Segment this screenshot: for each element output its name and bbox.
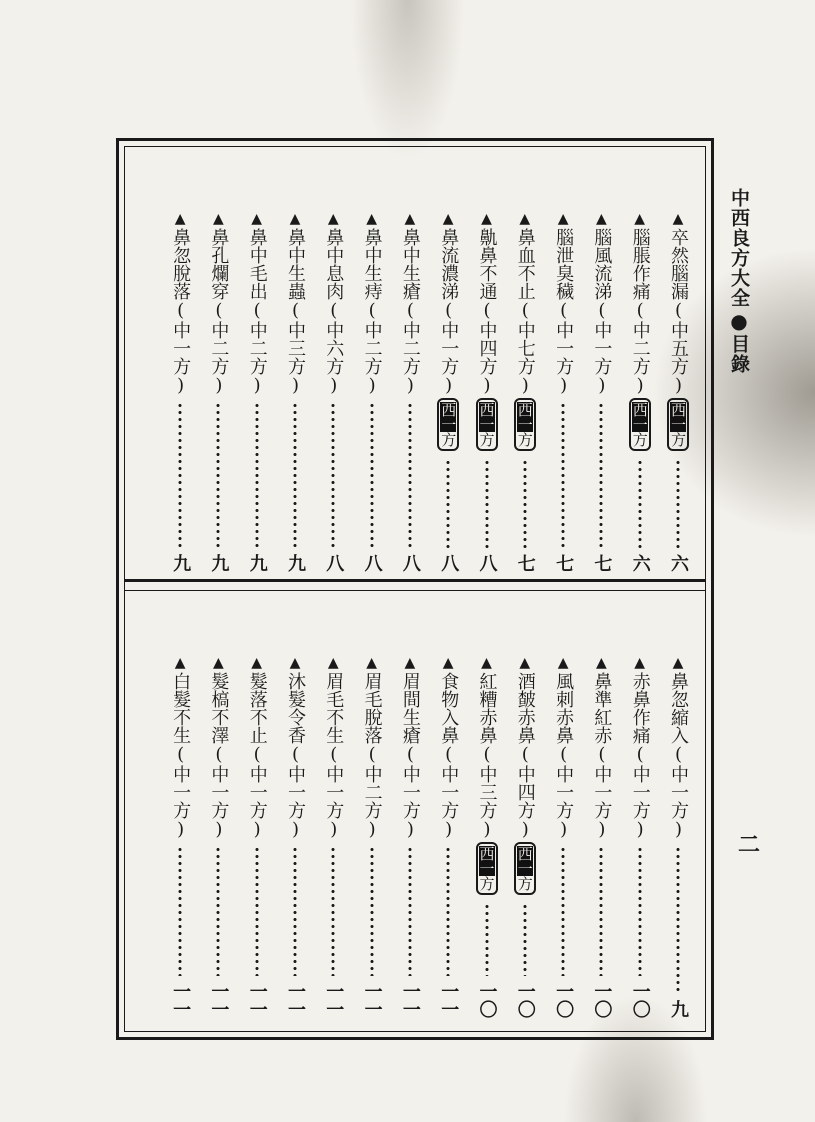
triangle-marker-icon: ▲ (289, 211, 301, 227)
entry-title: 風刺赤鼻 (553, 672, 575, 744)
dot-leader (370, 846, 374, 976)
triangle-marker-icon: ▲ (289, 655, 301, 671)
dot-leader (446, 459, 450, 548)
chinese-prescription-count: (中四方) (514, 744, 536, 840)
entry-title: 沐髮令香 (285, 672, 306, 744)
toc-entry (395, 212, 425, 572)
western-prescription-tag (476, 842, 498, 895)
entry-page-number: 一一 (246, 982, 268, 1018)
entry-page-number: 一一 (438, 982, 460, 1018)
chinese-prescription-count: (中一方) (438, 300, 460, 396)
entry-page-number: 九 (170, 554, 192, 572)
entry-page-number: 一〇 (514, 982, 536, 1018)
western-unit: 方 (515, 432, 534, 447)
triangle-marker-icon: ▲ (327, 211, 339, 227)
entry-page-number: 六 (629, 554, 651, 572)
triangle-marker-icon: ▲ (634, 211, 646, 227)
dot-leader (331, 846, 335, 976)
chinese-prescription-count: (中一方) (170, 744, 192, 840)
dot-leader (408, 846, 412, 976)
triangle-marker-icon: ▲ (442, 211, 454, 227)
triangle-marker-icon: ▲ (442, 655, 454, 671)
chinese-prescription-count: (中一方) (591, 744, 613, 840)
toc-entry (242, 656, 272, 1018)
chinese-prescription-count: (中一方) (399, 744, 421, 840)
toc-entry (625, 656, 655, 1018)
western-prescription-tag (629, 398, 651, 451)
chinese-prescription-count: (中一方) (285, 744, 306, 840)
dot-leader (216, 846, 220, 976)
triangle-marker-icon: ▲ (404, 211, 416, 227)
toc-entry (242, 212, 272, 572)
toc-entry (318, 212, 348, 572)
entry-page-number: 一一 (170, 982, 192, 1018)
entry-page-number: 一〇 (476, 982, 498, 1018)
entry-title: 鼻中息肉 (323, 228, 345, 300)
entry-title: 鼻中生瘡 (399, 228, 421, 300)
chinese-prescription-count: (中七方) (514, 300, 536, 396)
toc-entry (165, 212, 195, 572)
western-label: 西一 (477, 846, 496, 876)
western-unit: 方 (669, 432, 687, 447)
toc-entry (433, 212, 463, 572)
toc-entry (510, 212, 540, 572)
dot-leader (446, 846, 450, 976)
entry-title: 髮槁不澤 (208, 672, 230, 744)
entry-title: 赤鼻作痛 (629, 672, 651, 744)
entry-page-number: 九 (668, 1000, 689, 1018)
book-title: 中西良方大全 (728, 188, 750, 308)
entry-page-number: 九 (285, 554, 306, 572)
dot-leader (561, 402, 565, 548)
entry-title: 鼻孔爛穿 (208, 228, 230, 300)
triangle-marker-icon: ▲ (213, 211, 224, 227)
chinese-prescription-count: (中四方) (476, 300, 498, 396)
chinese-prescription-count: (中一方) (629, 744, 651, 840)
western-prescription-tag (476, 398, 498, 451)
page-number: 二 (738, 832, 761, 858)
entry-page-number: 七 (553, 554, 575, 572)
running-head (722, 188, 756, 374)
entry-title: 鼻準紅赤 (591, 672, 613, 744)
toc-entry (625, 212, 655, 572)
triangle-marker-icon: ▲ (481, 211, 492, 227)
entry-page-number: 一一 (208, 982, 230, 1018)
entry-page-number: 八 (399, 554, 421, 572)
entry-title: 卒然腦漏 (668, 228, 689, 300)
toc-entry (510, 656, 540, 1018)
entry-title: 紅糟赤鼻 (476, 672, 498, 744)
entry-page-number: 八 (323, 554, 345, 572)
western-label: 西一 (439, 402, 458, 432)
entry-title: 酒皶赤鼻 (514, 672, 536, 744)
toc-entry (663, 656, 693, 1018)
chinese-prescription-count: (中一方) (668, 744, 689, 840)
dot-leader (370, 402, 374, 548)
entry-title: 鼽鼻不通 (476, 228, 498, 300)
chinese-prescription-count: (中一方) (323, 744, 345, 840)
entry-page-number: 一一 (323, 982, 345, 1018)
triangle-marker-icon: ▲ (213, 655, 224, 671)
chinese-prescription-count: (中二方) (208, 300, 230, 396)
entry-title: 食物入鼻 (438, 672, 460, 744)
chinese-prescription-count: (中一方) (208, 744, 230, 840)
triangle-marker-icon: ▲ (557, 211, 569, 227)
western-unit: 方 (477, 876, 496, 891)
dot-leader (255, 402, 259, 548)
triangle-marker-icon: ▲ (557, 655, 569, 671)
toc-entry (586, 212, 616, 572)
triangle-marker-icon: ▲ (634, 655, 646, 671)
entry-page-number: 九 (246, 554, 268, 572)
entry-title: 鼻中毛出 (246, 228, 268, 300)
western-unit: 方 (477, 432, 496, 447)
dot-leader (485, 459, 489, 548)
toc-entry (165, 656, 195, 1018)
toc-entry (357, 212, 387, 572)
entry-title: 眉毛不生 (323, 672, 345, 744)
dot-leader (293, 846, 297, 976)
chinese-prescription-count: (中二方) (361, 300, 383, 396)
western-label: 西一 (669, 402, 687, 432)
western-prescription-tag (667, 398, 689, 451)
western-unit: 方 (630, 432, 649, 447)
dot-leader (293, 402, 297, 548)
dot-leader (523, 459, 527, 548)
toc-entry (318, 656, 348, 1018)
dot-leader (178, 846, 182, 976)
western-label: 西一 (630, 402, 649, 432)
entry-page-number: 六 (668, 554, 689, 572)
toc-entry (586, 656, 616, 1018)
entry-title: 髮落不止 (246, 672, 268, 744)
western-label: 西一 (515, 846, 534, 876)
chinese-prescription-count: (中二方) (629, 300, 651, 396)
entry-title: 鼻流濃涕 (438, 228, 460, 300)
triangle-marker-icon: ▲ (519, 211, 531, 227)
section-title: 目錄 (728, 334, 750, 374)
triangle-marker-icon: ▲ (481, 655, 492, 671)
dot-leader (408, 402, 412, 548)
entry-title: 腦脹作痛 (629, 228, 651, 300)
dot-leader (255, 846, 259, 976)
triangle-marker-icon: ▲ (251, 211, 263, 227)
chinese-prescription-count: (中三方) (476, 744, 498, 840)
chinese-prescription-count: (中一方) (438, 744, 460, 840)
chinese-prescription-count: (中一方) (591, 300, 613, 396)
chinese-prescription-count: (中一方) (553, 300, 575, 396)
entry-page-number: 一〇 (553, 982, 575, 1018)
entry-page-number: 一一 (361, 982, 383, 1018)
chinese-prescription-count: (中五方) (668, 300, 689, 396)
triangle-marker-icon: ▲ (174, 655, 186, 671)
entry-title: 鼻血不止 (514, 228, 536, 300)
triangle-marker-icon: ▲ (596, 655, 607, 671)
entry-title: 眉毛脫落 (361, 672, 383, 744)
entry-page-number: 七 (514, 554, 536, 572)
dot-leader (561, 846, 565, 976)
triangle-marker-icon: ▲ (174, 211, 186, 227)
toc-entry (548, 212, 578, 572)
section-divider (124, 579, 706, 591)
chinese-prescription-count: (中一方) (170, 300, 192, 396)
triangle-marker-icon: ▲ (672, 211, 684, 227)
triangle-marker-icon: ▲ (327, 655, 339, 671)
toc-entry (472, 212, 502, 572)
toc-entry (280, 212, 310, 572)
entry-page-number: 八 (476, 554, 498, 572)
bullet-icon: ● (730, 309, 748, 333)
dot-leader (676, 846, 680, 994)
triangle-marker-icon: ▲ (519, 655, 531, 671)
entry-title: 鼻忽脫落 (170, 228, 192, 300)
toc-entry (280, 656, 310, 1018)
western-label: 西一 (477, 402, 496, 432)
western-prescription-tag (437, 398, 459, 451)
western-prescription-tag (514, 398, 536, 451)
chinese-prescription-count: (中一方) (553, 744, 575, 840)
triangle-marker-icon: ▲ (596, 211, 607, 227)
dot-leader (638, 846, 642, 976)
entry-page-number: 一〇 (591, 982, 613, 1018)
toc-entry (395, 656, 425, 1018)
triangle-marker-icon: ▲ (366, 655, 377, 671)
entry-page-number: 七 (591, 554, 613, 572)
entry-title: 鼻忽縮入 (668, 672, 689, 744)
dot-leader (599, 402, 603, 548)
entry-title: 白髮不生 (170, 672, 192, 744)
entry-page-number: 一〇 (629, 982, 651, 1018)
western-prescription-tag (514, 842, 536, 895)
toc-entry (548, 656, 578, 1018)
dot-leader (599, 846, 603, 976)
dot-leader (523, 903, 527, 976)
entry-page-number: 八 (361, 554, 383, 572)
entry-title: 鼻中生蟲 (285, 228, 306, 300)
toc-entry (203, 212, 233, 572)
toc-entry (472, 656, 502, 1018)
triangle-marker-icon: ▲ (404, 655, 416, 671)
chinese-prescription-count: (中六方) (323, 300, 345, 396)
entry-page-number: 一一 (285, 982, 306, 1018)
dot-leader (331, 402, 335, 548)
toc-entry (357, 656, 387, 1018)
chinese-prescription-count: (中二方) (361, 744, 383, 840)
dot-leader (638, 459, 642, 548)
chinese-prescription-count: (中三方) (285, 300, 306, 396)
entry-page-number: 一一 (399, 982, 421, 1018)
entry-page-number: 八 (438, 554, 460, 572)
chinese-prescription-count: (中一方) (246, 744, 268, 840)
triangle-marker-icon: ▲ (366, 211, 377, 227)
dot-leader (178, 402, 182, 548)
toc-entry (203, 656, 233, 1018)
toc-entry (663, 212, 693, 572)
entry-page-number: 九 (208, 554, 230, 572)
triangle-marker-icon: ▲ (251, 655, 263, 671)
dot-leader (676, 459, 680, 548)
dot-leader (216, 402, 220, 548)
western-unit: 方 (515, 876, 534, 891)
toc-entry (433, 656, 463, 1018)
triangle-marker-icon: ▲ (672, 655, 684, 671)
entry-title: 眉間生瘡 (399, 672, 421, 744)
entry-title: 腦風流涕 (591, 228, 613, 300)
chinese-prescription-count: (中二方) (399, 300, 421, 396)
dot-leader (485, 903, 489, 976)
western-label: 西一 (515, 402, 534, 432)
chinese-prescription-count: (中二方) (246, 300, 268, 396)
entry-title: 鼻中生痔 (361, 228, 383, 300)
western-unit: 方 (439, 432, 458, 447)
entry-title: 腦泄臭穢 (553, 228, 575, 300)
